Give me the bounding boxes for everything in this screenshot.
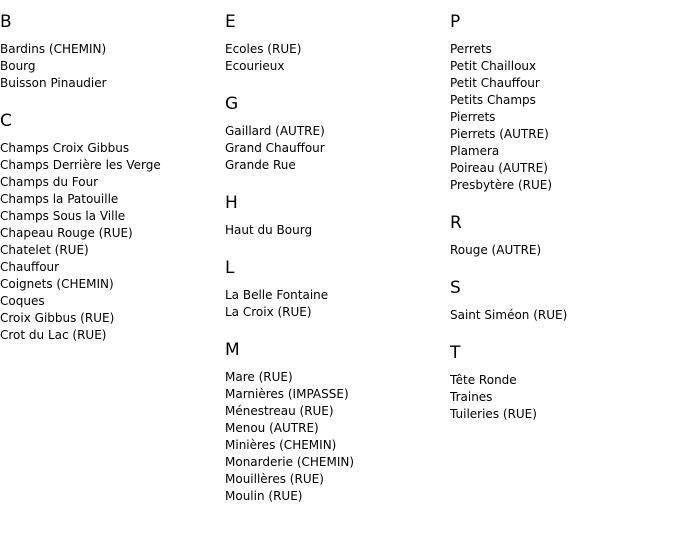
street-link-champs-sous-la-ville[interactable]: Champs Sous la Ville	[0, 209, 126, 223]
street-list	[450, 372, 670, 423]
letter-section-b	[0, 11, 220, 92]
letter-heading: C	[0, 111, 12, 131]
street-link-poireau-autre[interactable]: Poireau (AUTRE)	[450, 161, 548, 175]
street-link-champs-du-four[interactable]: Champs du Four	[0, 175, 99, 189]
street-link-bardins-chemin[interactable]: Bardins (CHEMIN)	[0, 42, 107, 56]
street-link-minieres-chemin[interactable]: Minières (CHEMIN)	[225, 438, 337, 452]
street-link-monarderie-chemin[interactable]: Monarderie (CHEMIN)	[225, 455, 355, 469]
street-link-chauffour[interactable]: Chauffour	[0, 260, 60, 274]
street-list	[225, 123, 445, 174]
letter-section-c	[0, 110, 220, 344]
street-list	[225, 369, 445, 505]
letter-section-t	[450, 342, 670, 423]
street-link-grand-chauffour[interactable]: Grand Chauffour	[225, 141, 325, 155]
letter-section-g	[225, 93, 445, 174]
letter-heading: P	[450, 12, 461, 32]
street-list	[225, 287, 445, 321]
letter-section-p	[450, 11, 670, 194]
street-link-buisson-pinaudier[interactable]: Buisson Pinaudier	[0, 76, 107, 90]
street-link-pierrets-autre[interactable]: Pierrets (AUTRE)	[450, 127, 549, 141]
index-column	[225, 11, 445, 523]
street-link-petit-chauffour[interactable]: Petit Chauffour	[450, 76, 540, 90]
street-list	[225, 41, 445, 75]
street-link-crot-du-lac-rue[interactable]: Crot du Lac (RUE)	[0, 328, 107, 342]
street-link-plamera[interactable]: Plamera	[450, 144, 500, 158]
street-link-mouilleres-rue[interactable]: Mouillères (RUE)	[225, 472, 324, 486]
street-list	[450, 242, 670, 259]
letter-section-l	[225, 257, 445, 321]
street-list	[225, 222, 445, 239]
street-list	[450, 41, 670, 194]
street-link-menestreau-rue[interactable]: Ménestreau (RUE)	[225, 404, 334, 418]
letter-heading: T	[450, 343, 461, 363]
street-link-mare-rue[interactable]: Mare (RUE)	[225, 370, 293, 384]
letter-section-h	[225, 192, 445, 239]
street-link-haut-du-bourg[interactable]: Haut du Bourg	[225, 223, 313, 237]
street-link-ecoles-rue[interactable]: Ecoles (RUE)	[225, 42, 302, 56]
letter-heading: R	[450, 213, 462, 233]
street-list	[0, 140, 220, 344]
street-link-marnieres-impasse[interactable]: Marnières (IMPASSE)	[225, 387, 349, 401]
street-link-traines[interactable]: Traines	[450, 390, 493, 404]
street-link-petit-chailloux[interactable]: Petit Chailloux	[450, 59, 537, 73]
street-link-chatelet-rue[interactable]: Chatelet (RUE)	[0, 243, 89, 257]
street-link-presbytere-rue[interactable]: Presbytère (RUE)	[450, 178, 553, 192]
street-list	[0, 41, 220, 92]
street-link-gaillard-autre[interactable]: Gaillard (AUTRE)	[225, 124, 325, 138]
street-link-grande-rue[interactable]: Grande Rue	[225, 158, 296, 172]
letter-heading: L	[225, 258, 235, 278]
street-link-tete-ronde[interactable]: Tête Ronde	[450, 373, 517, 387]
street-link-champs-croix-gibbus[interactable]: Champs Croix Gibbus	[0, 141, 130, 155]
street-link-croix-gibbus-rue[interactable]: Croix Gibbus (RUE)	[0, 311, 115, 325]
letter-heading: H	[225, 193, 238, 213]
street-link-moulin-rue[interactable]: Moulin (RUE)	[225, 489, 303, 503]
letter-heading: S	[450, 278, 461, 298]
street-link-chapeau-rouge-rue[interactable]: Chapeau Rouge (RUE)	[0, 226, 133, 240]
letter-section-r	[450, 212, 670, 259]
letter-heading: E	[225, 12, 236, 32]
street-link-champs-la-patouille[interactable]: Champs la Patouille	[0, 192, 119, 206]
letter-heading: B	[0, 12, 12, 32]
street-link-champs-derriere-les-verge[interactable]: Champs Derrière les Verge	[0, 158, 161, 172]
street-link-bourg[interactable]: Bourg	[0, 59, 36, 73]
letter-section-e	[225, 11, 445, 75]
street-link-rouge-autre[interactable]: Rouge (AUTRE)	[450, 243, 542, 257]
street-link-saint-simeon-rue[interactable]: Saint Siméon (RUE)	[450, 308, 568, 322]
street-link-pierrets[interactable]: Pierrets	[450, 110, 496, 124]
street-link-perrets[interactable]: Perrets	[450, 42, 492, 56]
letter-heading: G	[225, 94, 239, 114]
letter-section-m	[225, 339, 445, 505]
street-link-la-belle-fontaine[interactable]: La Belle Fontaine	[225, 288, 329, 302]
index-column	[0, 11, 220, 362]
street-link-tuileries-rue[interactable]: Tuileries (RUE)	[450, 407, 537, 421]
street-link-ecourieux[interactable]: Ecourieux	[225, 59, 285, 73]
street-link-coques[interactable]: Coques	[0, 294, 45, 308]
street-link-menou-autre[interactable]: Menou (AUTRE)	[225, 421, 319, 435]
letter-section-s	[450, 277, 670, 324]
street-list	[450, 307, 670, 324]
index-column	[450, 11, 670, 441]
street-link-petits-champs[interactable]: Petits Champs	[450, 93, 536, 107]
letter-heading: M	[225, 340, 240, 360]
street-link-la-croix-rue[interactable]: La Croix (RUE)	[225, 305, 312, 319]
street-link-coignets-chemin[interactable]: Coignets (CHEMIN)	[0, 277, 114, 291]
